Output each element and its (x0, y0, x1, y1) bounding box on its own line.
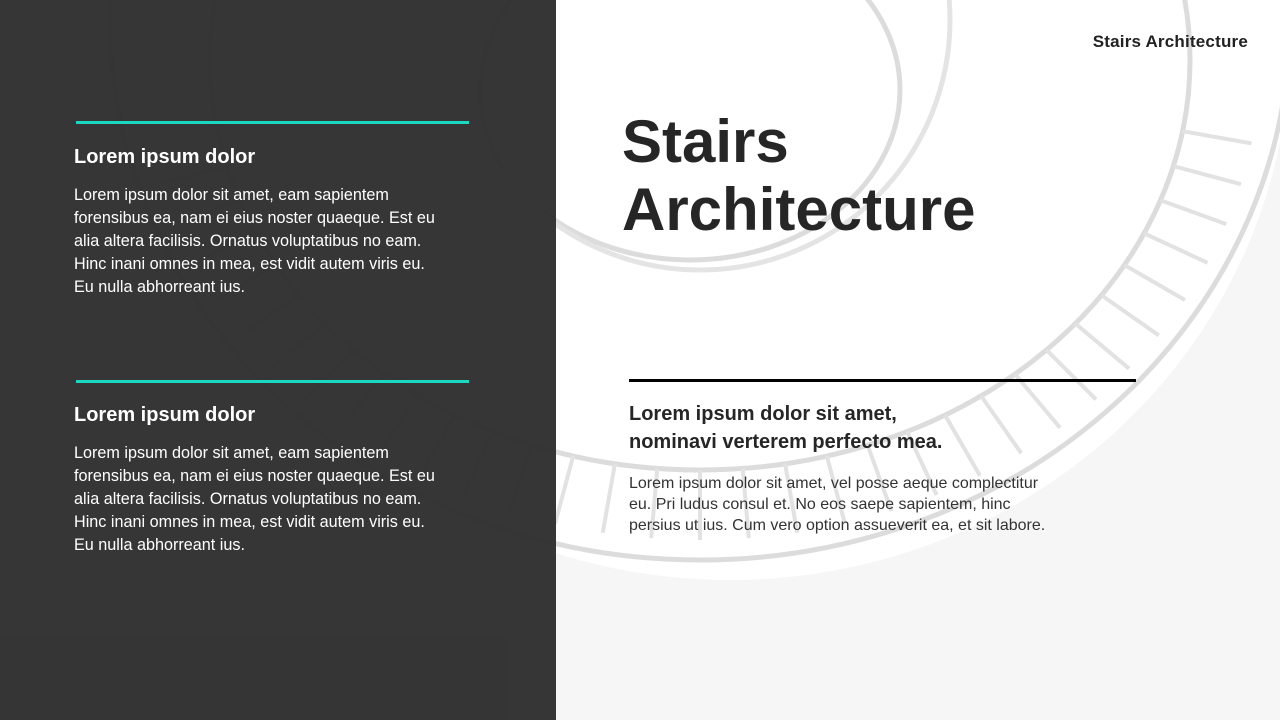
text-line: forensibus ea, nam ei eius noster quaeque. Est eu (74, 209, 435, 227)
text-line: Lorem ipsum dolor sit amet, eam sapientem (74, 186, 389, 204)
text-line: eu. Pri ludus consul et. No eos saepe sapientem, hinc (629, 496, 1011, 513)
text-line: Lorem ipsum dolor sit amet, eam sapientem (74, 444, 389, 462)
text-line: alia altera facilisis. Ornatus voluptatibus no eam. (74, 490, 422, 508)
text-line: alia altera facilisis. Ornatus voluptatibus no eam. (74, 232, 422, 250)
text-line: Hinc inani omnes in mea, est vidit autem viris eu. (74, 255, 425, 273)
text-line: Hinc inani omnes in mea, est vidit autem viris eu. (74, 513, 425, 531)
accent-divider (76, 121, 469, 124)
section-heading: Lorem ipsum dolor (74, 404, 256, 426)
title-line: Architecture (622, 176, 976, 243)
heading-line: Lorem ipsum dolor sit amet, (629, 403, 897, 425)
dark-side-panel (0, 0, 556, 720)
title-line: Stairs (622, 108, 789, 175)
section-body (74, 442, 494, 557)
section-heading: Lorem ipsum dolor (74, 146, 256, 168)
section-body (74, 184, 494, 299)
right-heading (629, 400, 942, 456)
text-line: Eu nulla abhorreant ius. (74, 536, 245, 554)
divider (629, 379, 1136, 382)
accent-divider (76, 380, 469, 383)
slide-title (622, 108, 975, 244)
heading-line: nominavi verterem perfecto mea. (629, 431, 943, 453)
text-line: Lorem ipsum dolor sit amet, vel posse aeque complectitur (629, 475, 1039, 492)
brand-label: Stairs Architecture (1092, 32, 1248, 51)
text-line: forensibus ea, nam ei eius noster quaeque. Est eu (74, 467, 435, 485)
text-line: persius ut ius. Cum vero option assueverit ea, et sit labore. (629, 517, 1046, 534)
text-line: Eu nulla abhorreant ius. (74, 278, 245, 296)
right-body (629, 473, 1045, 536)
